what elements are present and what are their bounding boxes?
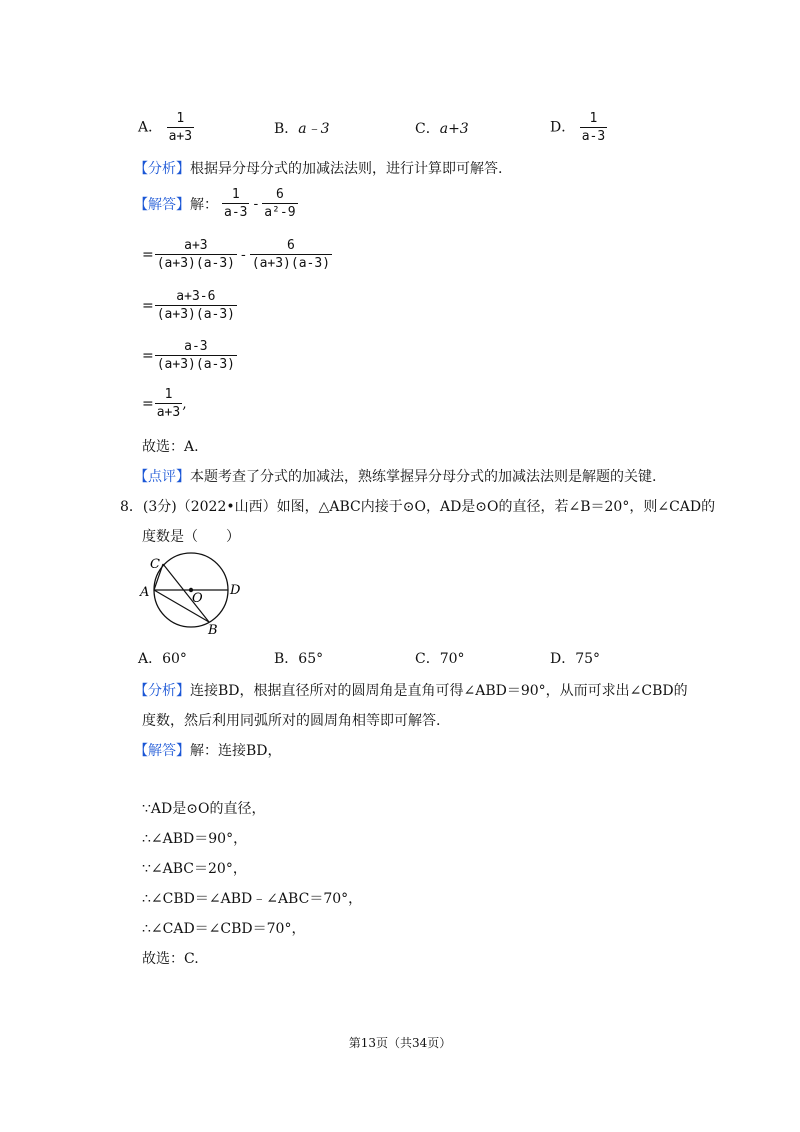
label-b: B bbox=[208, 623, 218, 638]
q8-option-d: D．75° bbox=[550, 651, 601, 667]
q8-solution-line-3: ∵∠ABC＝20°， bbox=[142, 861, 247, 877]
analysis-tag: 【分析】 bbox=[134, 161, 190, 177]
q8-option-b: B．65° bbox=[274, 651, 324, 667]
q7-solution-line-4: = $\frac{1}{a+3}$ , bbox=[142, 387, 187, 420]
q8-stem-line-1: 8．(3分)（2022•山西）如图，△ABC内接于⊙O，AD是⊙O的直径，若∠B＝20°，则∠CAD的 bbox=[120, 499, 716, 515]
label-o: O bbox=[192, 591, 203, 606]
q7-option-a: A． $\frac{1}{a+3}$ bbox=[138, 111, 193, 144]
q7-solution-line-2: = $\frac{a+3-6}{(a+3)(a-3)}$ bbox=[142, 289, 236, 322]
solution-tag: 【解答】 bbox=[134, 743, 190, 759]
q8-option-c: C．70° bbox=[415, 651, 465, 667]
analysis-tag: 【分析】 bbox=[134, 683, 190, 699]
solution-tag: 【解答】 bbox=[134, 196, 190, 213]
circle-diagram bbox=[130, 548, 250, 638]
comment-tag: 【点评】 bbox=[134, 469, 190, 485]
q7-option-b: B．a﹣3 bbox=[274, 121, 330, 137]
q7-analysis: 【分析】根据异分母分式的加减法法则，进行计算即可解答. bbox=[134, 161, 503, 177]
q7-comment: 【点评】本题考查了分式的加减法，熟练掌握异分母分式的加减法法则是解题的关键. bbox=[134, 469, 657, 485]
label-a: A bbox=[140, 585, 150, 600]
page-footer: 第13页（共34页） bbox=[348, 1036, 452, 1050]
q8-option-a: A．60° bbox=[138, 651, 187, 667]
q7-option-c: C．a+3 bbox=[415, 121, 469, 137]
q8-analysis-line-2: 度数，然后利用同弧所对的圆周角相等即可解答. bbox=[142, 713, 441, 729]
q8-analysis-line-1: 【分析】连接BD，根据直径所对的圆周角是直角可得∠ABD＝90°，从而可求出∠CBD的 bbox=[134, 683, 688, 699]
q7-solution-line-0: 【解答】 解： $\frac{1}{a-3}$ - $\frac{6}{\text{a²-9}}$ bbox=[134, 187, 296, 220]
q8-solution-line-2: ∴∠ABD＝90°， bbox=[142, 831, 248, 847]
fraction: $\frac{1}{a-3}$ bbox=[581, 111, 606, 144]
label-c: C bbox=[150, 557, 160, 572]
q8-stem-line-2: 度数是（ ） bbox=[142, 529, 240, 545]
q8-choice: 故选：C. bbox=[142, 951, 199, 967]
q8-solution-line-5: ∴∠CAD＝∠CBD＝70°， bbox=[142, 921, 306, 937]
q7-solution-line-1: = $\frac{a+3}{(a+3)(a-3)}$ - $\frac{6}{(a+3)(a-3)}$ bbox=[142, 238, 331, 271]
q8-solution-line-4: ∴∠CBD＝∠ABD﹣∠ABC＝70°， bbox=[142, 891, 363, 907]
q7-choice: 故选：A. bbox=[142, 439, 199, 455]
q8-solution-line-1: ∵AD是⊙O的直径， bbox=[142, 801, 266, 817]
q7-option-d: D． $\frac{1}{a-3}$ bbox=[550, 111, 606, 144]
q8-solution-intro: 【解答】解：连接BD， bbox=[134, 743, 282, 759]
fraction: $\frac{1}{a+3}$ bbox=[168, 111, 193, 144]
label-d: D bbox=[230, 583, 241, 598]
q7-solution-line-3: = $\frac{a-3}{(a+3)(a-3)}$ bbox=[142, 339, 236, 372]
